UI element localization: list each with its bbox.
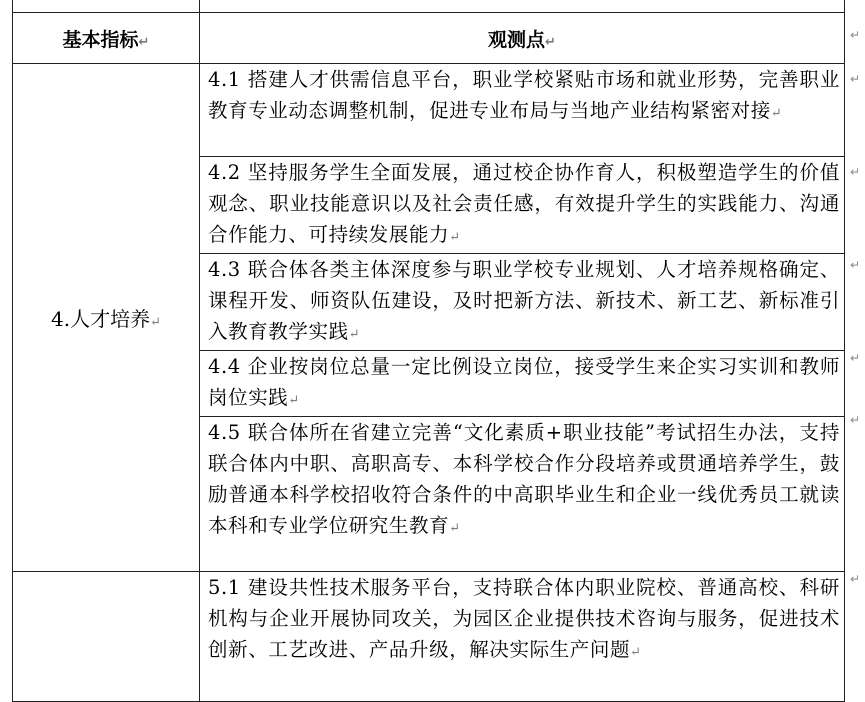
- row-end-mark-icon: ↵: [850, 258, 861, 272]
- indicator-cell-5[interactable]: [13, 572, 200, 702]
- row-end-mark-icon: ↵: [850, 351, 861, 365]
- paragraph-mark-icon: [545, 35, 556, 50]
- row-end-mark-icon: ↵: [850, 413, 861, 427]
- table-row: [13, 64, 845, 157]
- table-header-row: [13, 13, 845, 64]
- paragraph-mark-icon: [349, 327, 360, 342]
- header-observation[interactable]: 观测点 ↵: [200, 13, 845, 64]
- observation-cell-5-1[interactable]: 5.1 建设共性技术服务平台，支持联合体内职业院校、普通高校、科研机构与企业开展协同攻关，为园区企业提供技术咨询与服务，促进技术创新、工艺改进、产品升级，解决实际生产问题 ↵: [200, 572, 845, 702]
- paragraph-mark-icon: [288, 393, 299, 408]
- row-end-mark-icon: ↵: [850, 28, 861, 42]
- observation-cell-4-2[interactable]: 4.2 坚持服务学生全面发展，通过校企协作育人，积极塑造学生的价值观念、职业技能意识以及社会责任感，有效提升学生的实践能力、沟通合作能力、可持续发展能力 ↵: [200, 157, 845, 254]
- row-end-mark-icon: ↵: [850, 165, 861, 179]
- indicator-cell-4[interactable]: 4.人才培养 ↵: [13, 64, 200, 572]
- observation-cell-4-4[interactable]: 4.4 企业按岗位总量一定比例设立岗位，接受学生来企实习实训和教师岗位实践 ↵: [200, 351, 845, 417]
- indicator-table: [12, 12, 845, 702]
- paragraph-mark-icon: [449, 521, 460, 536]
- row-end-mark-icon: ↵: [850, 72, 861, 86]
- paragraph-mark-icon: [630, 645, 641, 660]
- header-indicator[interactable]: 基本指标 ↵: [13, 13, 200, 64]
- observation-cell-4-3[interactable]: 4.3 联合体各类主体深度参与职业学校专业规划、人才培养规格确定、课程开发、师资队伍建设，及时把新方法、新技术、新工艺、新标准引入教育教学实践 ↵: [200, 254, 845, 351]
- row-end-mark-icon: ↵: [850, 572, 861, 586]
- paragraph-mark-icon: [150, 315, 161, 330]
- paragraph-mark-icon: [771, 106, 782, 121]
- paragraph-mark-icon: [139, 35, 150, 50]
- observation-cell-4-1[interactable]: 4.1 搭建人才供需信息平台，职业学校紧贴市场和就业形势，完善职业教育专业动态调整机制，促进专业布局与当地产业结构紧密对接 ↵: [200, 64, 845, 157]
- observation-cell-4-5[interactable]: 4.5 联合体所在省建立完善“文化素质+职业技能”考试招生办法，支持联合体内中职、高职高专、本科学校合作分段培养或贯通培养学生，鼓励普通本科学校招收符合条件的中高职毕业生和企业一线优秀员工就读本科和专业学位研究生教育 ↵: [200, 417, 845, 572]
- table-border-top-right: [12, 0, 845, 12]
- table-row: [13, 572, 845, 702]
- paragraph-mark-icon: [449, 230, 460, 245]
